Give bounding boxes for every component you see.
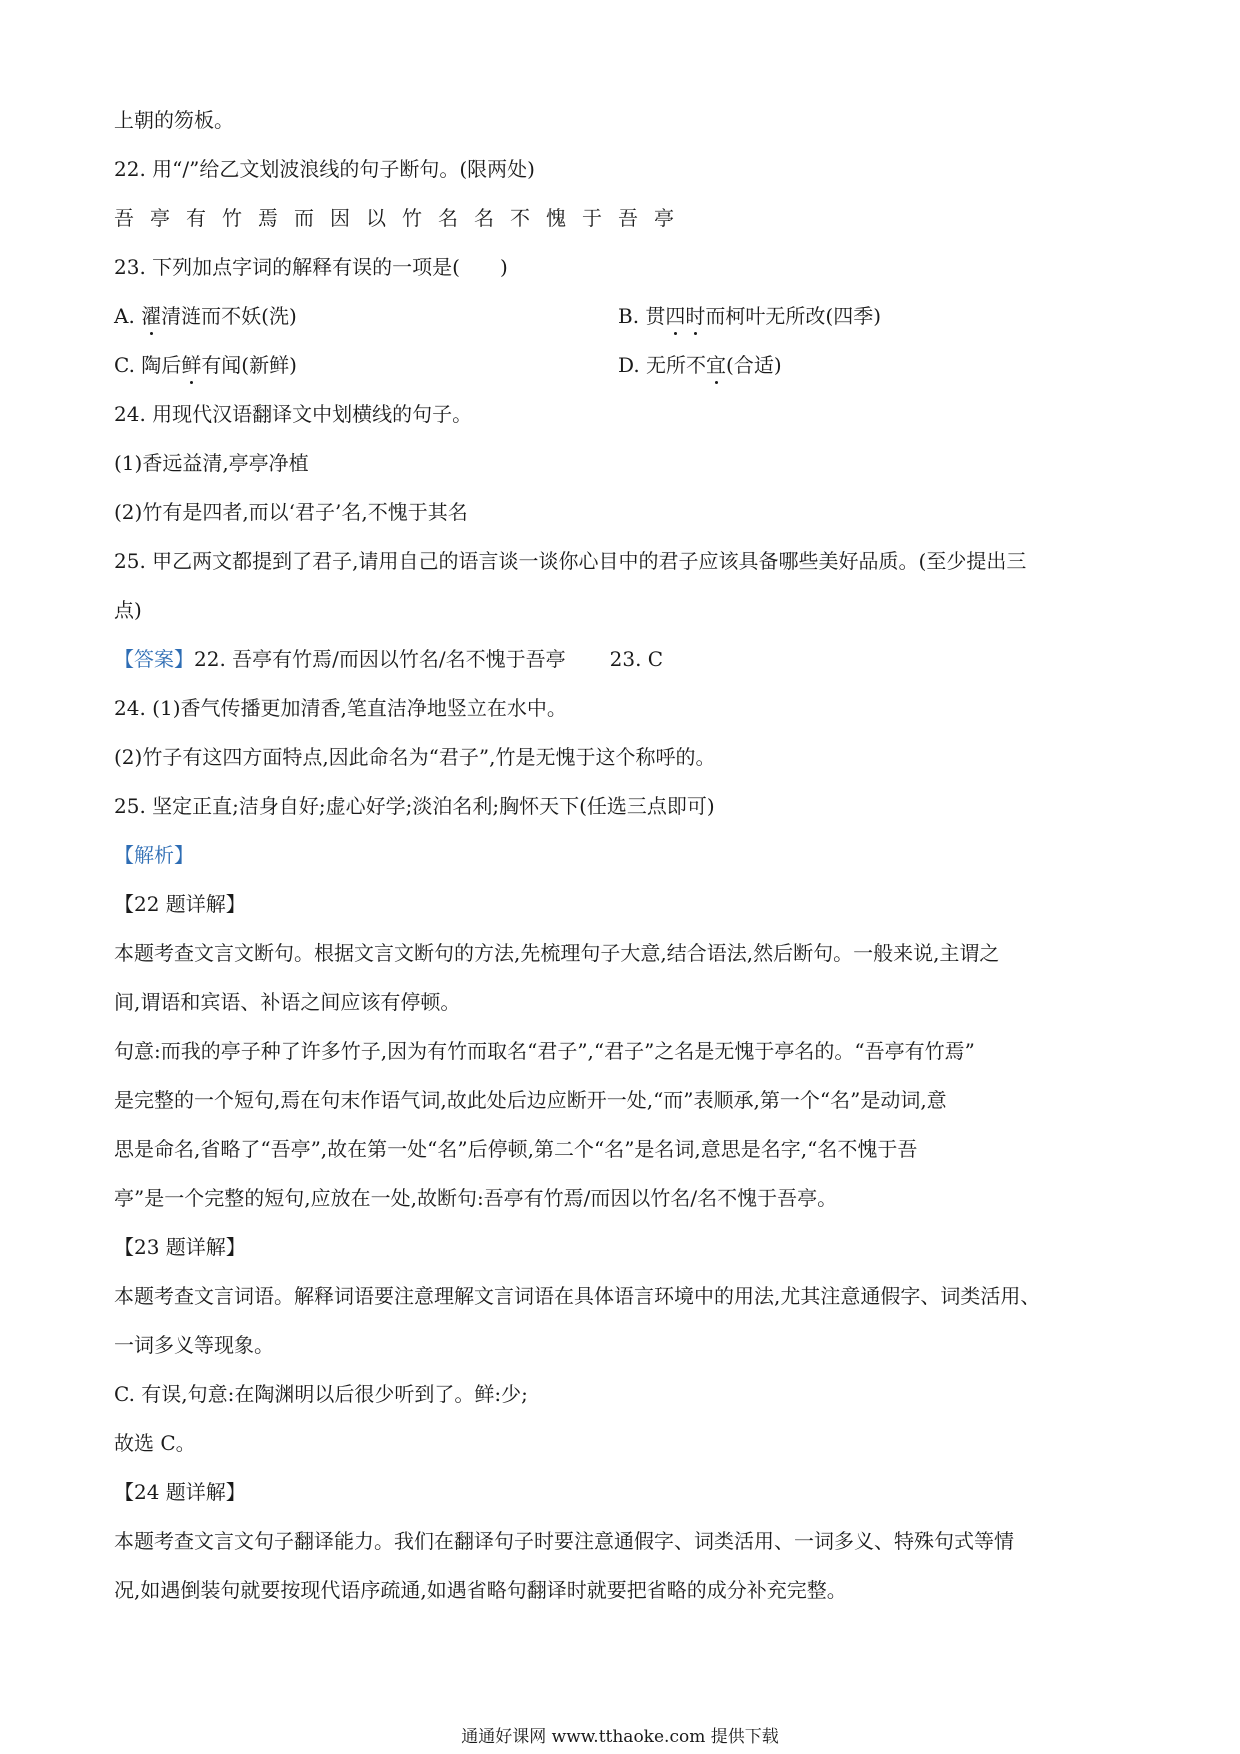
- heading-22: 【22 题详解】: [114, 892, 246, 916]
- paragraph-line: 间,谓语和宾语、补语之间应该有停顿。: [114, 990, 461, 1014]
- question-22: 22. 用“/”给乙文划波浪线的句子断句。(限两处): [114, 157, 535, 181]
- paragraph-line: 本题考查文言词语。解释词语要注意理解文言词语在具体语言环境中的用法,尤其注意通假字、词类活用、: [114, 1284, 1041, 1308]
- answer-label: 【答案】: [114, 647, 194, 671]
- page-footer: 通通好课网 www.tthaoke.com 提供下载: [461, 1727, 779, 1747]
- option-c: C. 陶后鲜有闻(新鲜): [114, 341, 618, 390]
- paragraph-line: C. 有误,句意:在陶渊明以后很少听到了。鲜:少;: [114, 1382, 528, 1406]
- dotted-char: 宜: [706, 341, 726, 390]
- paragraph-line: 亭”是一个完整的短句,应放在一处,故断句:吾亭有竹焉/而因以竹名/名不愧于吾亭。: [114, 1186, 838, 1210]
- option-a: A. 濯清涟而不妖(洗): [114, 292, 618, 341]
- heading-24: 【24 题详解】: [114, 1480, 246, 1504]
- paragraph-line: 思是命名,省略了“吾亭”,故在第一处“名”后停顿,第二个“名”是名词,意思是名字,“名不愧于吾: [114, 1137, 918, 1161]
- paragraph-line: 本题考查文言文断句。根据文言文断句的方法,先梳理句子大意,结合语法,然后断句。一般来说,主谓之: [114, 941, 1000, 965]
- paragraph-line: 一词多义等现象。: [114, 1333, 274, 1357]
- dotted-char: 濯: [141, 292, 161, 341]
- question-23-options-row-2: [114, 341, 1130, 390]
- text-line: 上朝的笏板。: [114, 108, 234, 132]
- answer-24-1: 24. (1)香气传播更加清香,笔直洁净地竖立在水中。: [114, 696, 567, 720]
- dotted-char: 时: [685, 292, 705, 341]
- answer-25: 25. 坚定正直;洁身自好;虚心好学;淡泊名利;胸怀天下(任选三点即可): [114, 794, 715, 818]
- option-d: D. 无所不宜(合适): [618, 341, 782, 390]
- document-body: [114, 96, 1130, 1615]
- question-24-part-2: (2)竹有是四者,而以‘君子’名,不愧于其名: [114, 500, 468, 524]
- paragraph-line: 本题考查文言文句子翻译能力。我们在翻译句子时要注意通假字、词类活用、一词多义、特殊句式等情: [114, 1529, 1014, 1553]
- dotted-char: 四: [665, 292, 685, 341]
- question-23-options-row-1: [114, 292, 1130, 341]
- answer-24-2: (2)竹子有这四方面特点,因此命名为“君子”,竹是无愧于这个称呼的。: [114, 745, 716, 769]
- question-23: 23. 下列加点字词的解释有误的一项是( ): [114, 255, 508, 279]
- answer-line: 【答案】22. 吾亭有竹焉/而因以竹名/名不愧于吾亭 23. C: [114, 647, 664, 671]
- paragraph-line: 句意:而我的亭子种了许多竹子,因为有竹而取名“君子”,“君子”之名是无愧于亭名的。“吾亭有竹焉”: [114, 1039, 975, 1063]
- option-b: B. 贯四时而柯叶无所改(四季): [618, 292, 881, 341]
- heading-23: 【23 题详解】: [114, 1235, 246, 1259]
- question-25-cont: 点): [114, 598, 142, 622]
- question-22-text: 吾亭有竹焉而因以竹名名不愧于吾亭: [114, 206, 690, 230]
- question-25: 25. 甲乙两文都提到了君子,请用自己的语言谈一谈你心目中的君子应该具备哪些美好品质。(至少提出三: [114, 549, 1027, 573]
- question-24: 24. 用现代汉语翻译文中划横线的句子。: [114, 402, 473, 426]
- paragraph-line: 况,如遇倒装句就要按现代语序疏通,如遇省略句翻译时就要把省略的成分补充完整。: [114, 1578, 847, 1602]
- analysis-label: 【解析】: [114, 843, 194, 867]
- paragraph-line: 故选 C。: [114, 1431, 196, 1455]
- question-24-part-1: (1)香远益清,亭亭净植: [114, 451, 309, 475]
- paragraph-line: 是完整的一个短句,焉在句末作语气词,故此处后边应断开一处,“而”表顺承,第一个“名”是动词,意: [114, 1088, 947, 1112]
- dotted-char: 鲜: [181, 341, 201, 390]
